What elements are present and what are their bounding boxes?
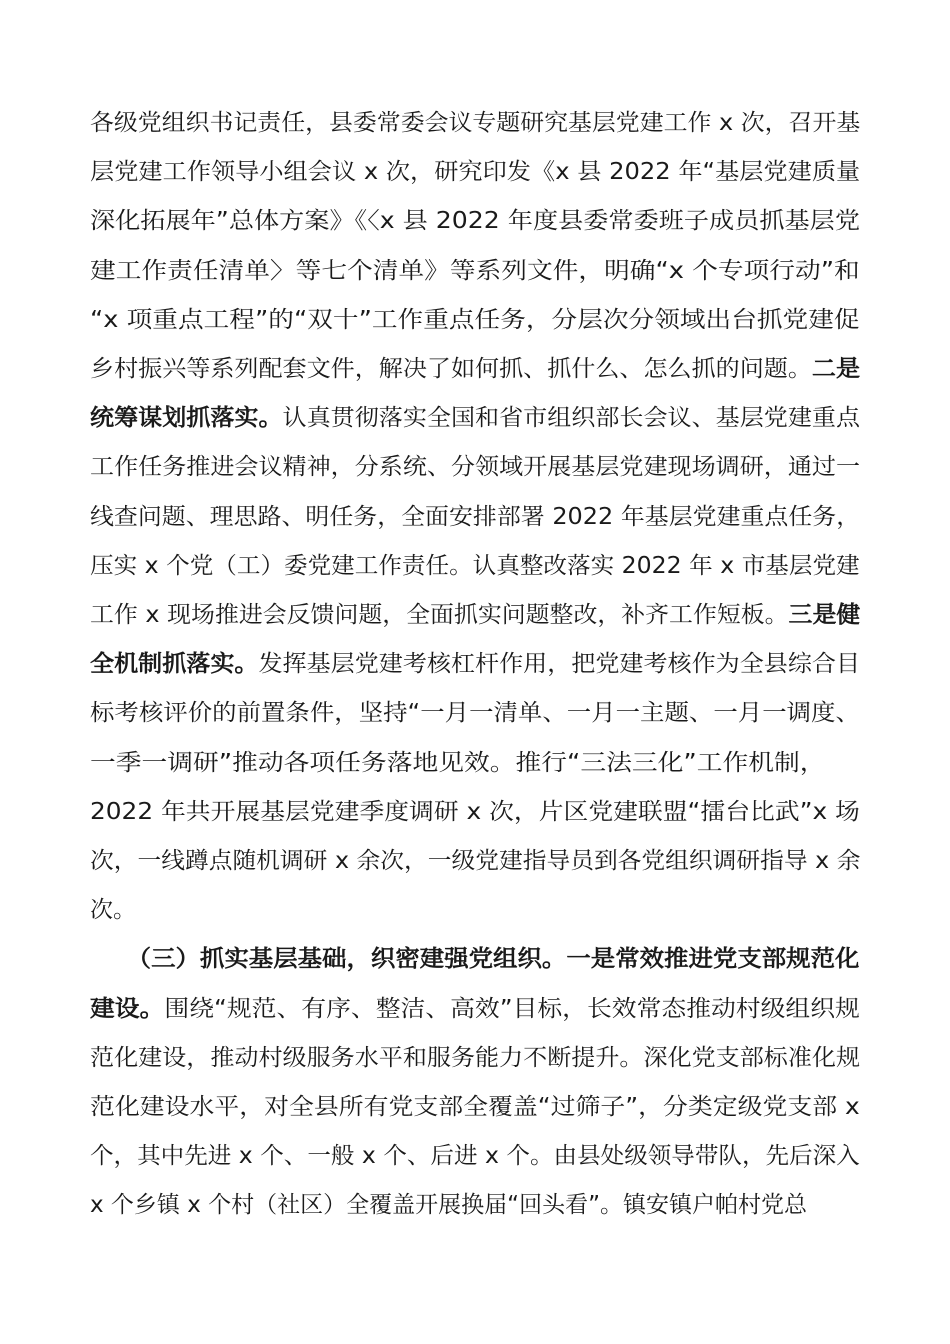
text-run: 发挥基层党建考核杠杆作用，把党建考核作为全县综合目 xyxy=(258,651,860,678)
text-run: 次。 xyxy=(90,897,136,924)
text-line xyxy=(90,600,860,630)
bold-text-run: 建设。 xyxy=(90,995,165,1022)
text-run: 2022 年共开展基层党建季度调研 x 次，片区党建联盟“擂台比武”x 场 xyxy=(90,798,860,825)
text-line xyxy=(90,256,860,286)
text-line xyxy=(90,895,136,925)
text-line xyxy=(90,1190,807,1220)
bold-text-run: 全机制抓落实。 xyxy=(90,651,259,678)
text-run: 乡村振兴等系列配套文件，解决了如何抓、抓什么、怎么抓的问题。 xyxy=(90,356,812,382)
text-line xyxy=(90,502,860,532)
text-line xyxy=(90,748,826,778)
bold-text-run: 二是 xyxy=(811,356,860,382)
text-run: 工作任务推进会议精神，分系统、分领域开展基层党建现场调研，通过一 xyxy=(90,454,860,481)
text-run: 个，其中先进 x 个、一般 x 个、后进 x 个。由县处级领导带队，先后深入 xyxy=(90,1143,860,1170)
text-run: 工作 x 现场推进会反馈问题，全面抓实问题整改，补齐工作短板。 xyxy=(90,602,789,628)
text-run: 各级党组织书记责任，县委常委会议专题研究基层党建工作 x 次，召开基 xyxy=(90,110,861,136)
text-line xyxy=(90,551,860,581)
text-run: 标考核评价的前置条件，坚持“一月一清单、一月一主题、一月一调度、 xyxy=(90,700,860,727)
text-line xyxy=(90,698,860,728)
text-run: 围绕“规范、有序、整洁、高效”目标，长效常态推动村级组织规 xyxy=(164,995,860,1022)
bold-text-run: 统筹谋划抓落实。 xyxy=(90,405,283,432)
bold-text-run: （三）抓实基层基础，织密建强党组织。一是常效推进党支部规范化 xyxy=(90,946,860,973)
text-line xyxy=(90,305,860,335)
text-line xyxy=(90,403,860,433)
text-run: 次，一线蹲点随机调研 x 余次，一级党建指导员到各党组织调研指导 x 余 xyxy=(90,848,861,874)
text-run: 建工作责任清单〉等七个清单》等系列文件，明确“x 个专项行动”和 xyxy=(90,257,860,284)
text-line xyxy=(90,452,860,482)
text-line xyxy=(90,846,860,876)
text-run: 层党建工作领导小组会议 x 次，研究印发《x 县 2022 年“基层党建质量 xyxy=(90,159,861,186)
text-line xyxy=(90,1043,860,1073)
bold-text-run: 三是健 xyxy=(788,602,861,628)
text-line xyxy=(90,797,860,827)
text-run: 范化建设水平，对全县所有党支部全覆盖“过筛子”，分类定级党支部 x xyxy=(90,1094,860,1120)
text-line xyxy=(90,649,860,679)
text-line xyxy=(90,354,860,384)
text-run: 压实 x 个党（工）委党建工作责任。认真整改落实 2022 年 x 市基层党建 xyxy=(90,552,860,579)
text-line xyxy=(90,157,860,187)
text-run: 线查问题、理思路、明任务，全面安排部署 2022 年基层党建重点任务， xyxy=(90,503,861,530)
text-line xyxy=(90,994,860,1024)
text-run: 深化拓展年”总体方案》《〈x 县 2022 年度县委常委班子成员抓基层党 xyxy=(90,208,860,235)
text-line xyxy=(90,944,859,974)
text-line xyxy=(90,1141,860,1171)
text-run: 范化建设，推动村级服务水平和服务能力不断提升。深化党支部标准化规 xyxy=(90,1044,860,1071)
text-run: x 个乡镇 x 个村（社区）全覆盖开展换届“回头看”。镇安镇户帕村党总 xyxy=(90,1192,807,1219)
text-run: 一季一调研”推动各项任务落地见效。推行“三法三化”工作机制， xyxy=(90,749,826,776)
text-line xyxy=(90,108,860,138)
text-run: “x 项重点工程”的“双十”工作重点任务，分层次分领域出台抓党建促 xyxy=(90,306,860,333)
text-run: 认真贯彻落实全国和省市组织部长会议、基层党建重点 xyxy=(282,405,860,432)
text-line xyxy=(90,1092,860,1122)
text-line xyxy=(90,206,860,236)
